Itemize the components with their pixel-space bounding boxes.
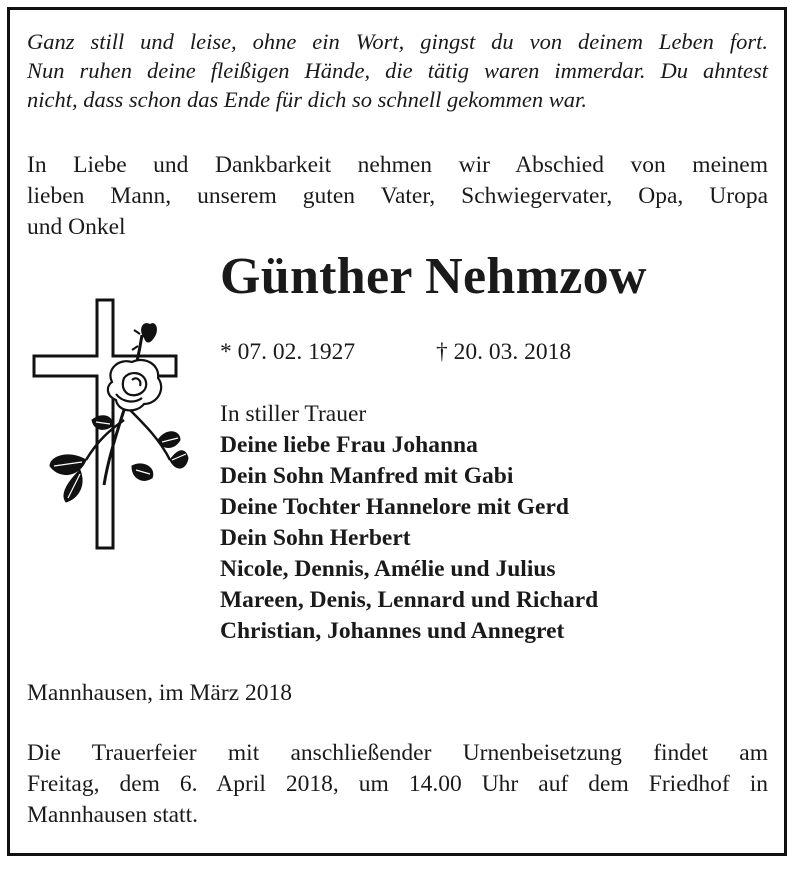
service-line: Freitag, dem 6. April 2018, um 14.00 Uhr auf dem Friedhof in xyxy=(27,771,768,797)
mourner: Deine Tochter Hannelore mit Gerd xyxy=(220,494,569,520)
mourner: Dein Sohn Herbert xyxy=(220,525,411,551)
mourners-list xyxy=(220,430,598,647)
birth-date: * 07. 02. 1927 xyxy=(220,339,356,365)
intro-line: lieben Mann, unserem guten Vater, Schwiegervater, Opa, Uropa xyxy=(27,183,768,209)
mourner: Mareen, Denis, Lennard und Richard xyxy=(220,587,599,613)
intro-line: In Liebe und Dankbarkeit nehmen wir Abschied von meinem xyxy=(27,152,768,178)
mourner: Deine liebe Frau Johanna xyxy=(220,432,478,458)
deceased-name: Günther Nehmzow xyxy=(220,248,647,305)
mourner: Dein Sohn Manfred mit Gabi xyxy=(220,463,514,489)
service-line: Mannhausen statt. xyxy=(27,802,198,828)
place-date: Mannhausen, im März 2018 xyxy=(27,680,292,706)
poem-line: nicht, dass schon das Ende für dich so schnell gekommen war. xyxy=(27,87,587,112)
service-line: Die Trauerfeier mit anschließender Urnenbeisetzung findet am xyxy=(27,740,768,766)
death-date: † 20. 03. 2018 xyxy=(436,339,572,365)
intro-line: und Onkel xyxy=(27,214,126,240)
intro-text xyxy=(27,150,768,243)
cross-with-rose-icon xyxy=(20,290,190,555)
poem-line: Nun ruhen deine fleißigen Hände, die tätig waren immerdar. Du ahntest xyxy=(27,58,768,83)
poem xyxy=(27,27,768,114)
mourning-heading: In stiller Trauer xyxy=(220,401,367,427)
service-info xyxy=(27,738,768,831)
mourner: Nicole, Dennis, Amélie und Julius xyxy=(220,556,556,582)
poem-line: Ganz still und leise, ohne ein Wort, gingst du von deinem Leben fort. xyxy=(27,29,768,54)
mourner: Christian, Johannes und Annegret xyxy=(220,618,565,644)
